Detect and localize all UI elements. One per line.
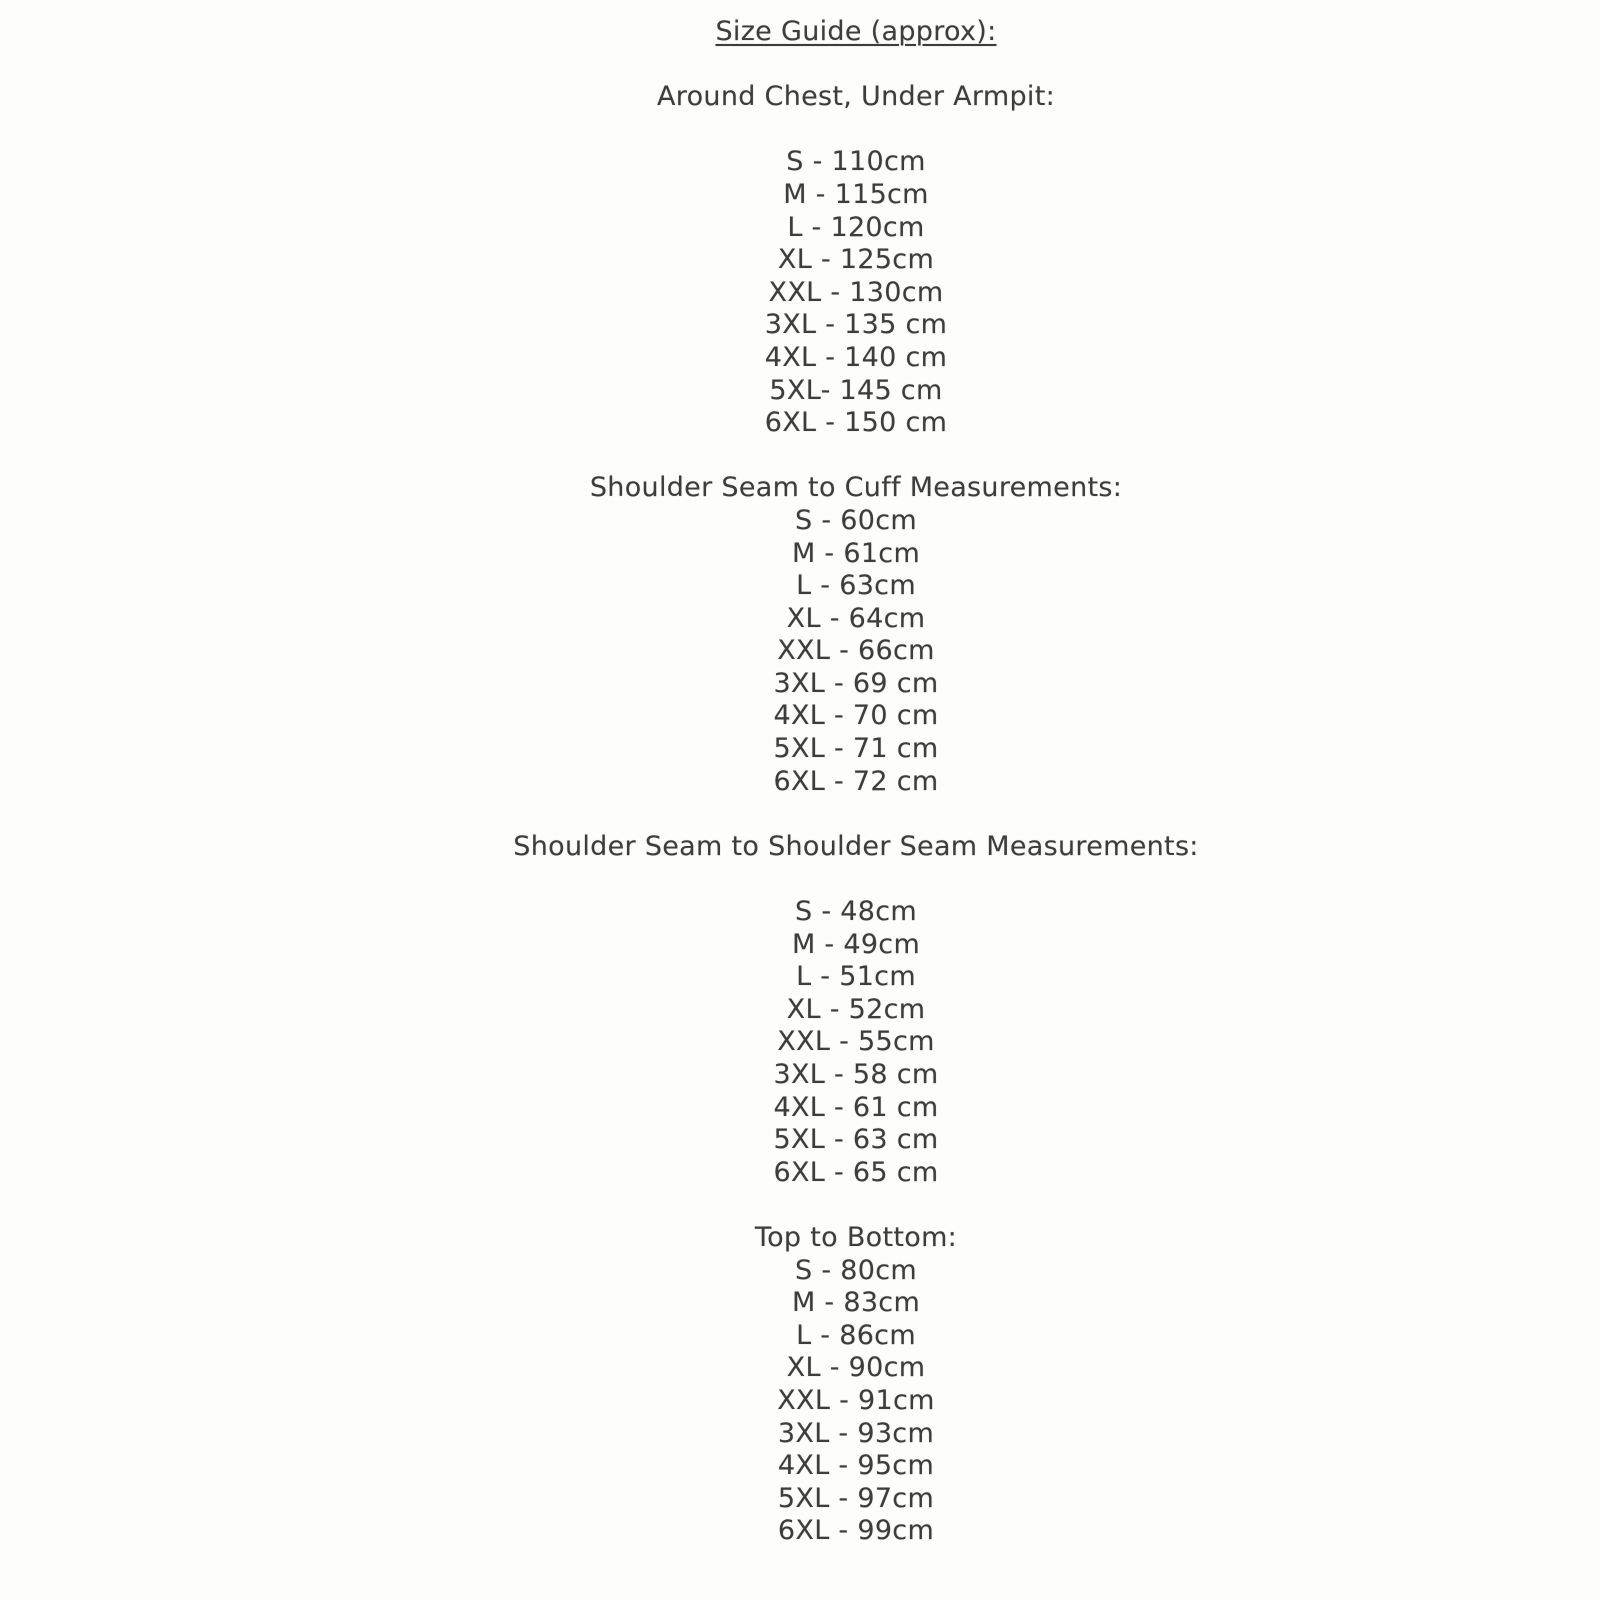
size-section: [112, 472, 1600, 831]
size-measurement-line: S - 60cm: [795, 504, 917, 536]
size-measurement-line: XL - 52cm: [786, 993, 926, 1025]
size-measurement-line: L - 86cm: [796, 1319, 916, 1351]
size-measurement-line: S - 80cm: [795, 1254, 917, 1286]
size-measurement-line: XXL - 130cm: [768, 276, 944, 308]
size-measurement-line: 6XL - 72 cm: [773, 765, 939, 797]
size-measurement-line: M - 61cm: [791, 537, 921, 569]
size-measurement-line: XXL - 91cm: [777, 1384, 935, 1416]
size-measurement-line: S - 110cm: [786, 146, 926, 178]
size-measurement-line: M - 115cm: [783, 178, 929, 210]
size-sections: [112, 81, 1600, 1548]
size-measurement-line: 4XL - 95cm: [777, 1450, 935, 1482]
size-measurement-line: XL - 90cm: [786, 1352, 926, 1384]
size-measurement-line: 5XL- 145 cm: [769, 374, 943, 406]
size-measurement-line: 5XL - 63 cm: [773, 1124, 939, 1156]
size-measurement-line: S - 48cm: [795, 896, 917, 928]
size-measurement-line: 4XL - 140 cm: [764, 341, 948, 373]
size-section: [112, 1222, 1600, 1548]
size-measurement-line: 3XL - 93cm: [777, 1417, 935, 1449]
blank-line: [112, 49, 1600, 82]
size-section: [112, 81, 1600, 472]
size-measurement-line: 6XL - 65 cm: [773, 1156, 939, 1188]
size-measurement-line: XXL - 55cm: [777, 1026, 935, 1058]
size-measurement-line: XL - 64cm: [786, 602, 926, 634]
size-measurement-line: 3XL - 69 cm: [773, 667, 939, 699]
size-measurement-line: XXL - 66cm: [777, 635, 935, 667]
page-title: Size Guide (approx):: [715, 16, 997, 47]
section-heading: Shoulder Seam to Cuff Measurements:: [589, 472, 1123, 504]
size-measurement-line: XL - 125cm: [777, 244, 935, 276]
size-measurement-line: 4XL - 61 cm: [773, 1091, 939, 1123]
blank-line: [112, 114, 1600, 147]
size-measurement-line: 6XL - 99cm: [777, 1515, 935, 1547]
size-guide-document: [112, 0, 1600, 1548]
blank-line: [112, 863, 1600, 896]
size-measurement-line: 5XL - 71 cm: [773, 733, 939, 765]
size-measurement-line: M - 83cm: [791, 1287, 921, 1319]
blank-line: [112, 798, 1600, 831]
size-measurement-line: 3XL - 135 cm: [764, 309, 948, 341]
size-measurement-line: M - 49cm: [791, 928, 921, 960]
blank-line: [112, 440, 1600, 473]
size-section: [112, 831, 1600, 1222]
section-heading: Top to Bottom:: [754, 1221, 958, 1253]
size-measurement-line: 6XL - 150 cm: [764, 407, 948, 439]
size-measurement-line: 3XL - 58 cm: [773, 1059, 939, 1090]
size-measurement-line: L - 63cm: [796, 570, 916, 602]
size-measurement-line: 4XL - 70 cm: [773, 700, 939, 732]
size-measurement-line: L - 120cm: [787, 211, 925, 243]
section-heading: Shoulder Seam to Shoulder Seam Measurements:: [513, 830, 1199, 862]
size-measurement-line: L - 51cm: [796, 961, 916, 993]
section-heading: Around Chest, Under Armpit:: [657, 81, 1055, 113]
blank-line: [112, 1189, 1600, 1222]
size-measurement-line: 5XL - 97cm: [777, 1482, 935, 1514]
